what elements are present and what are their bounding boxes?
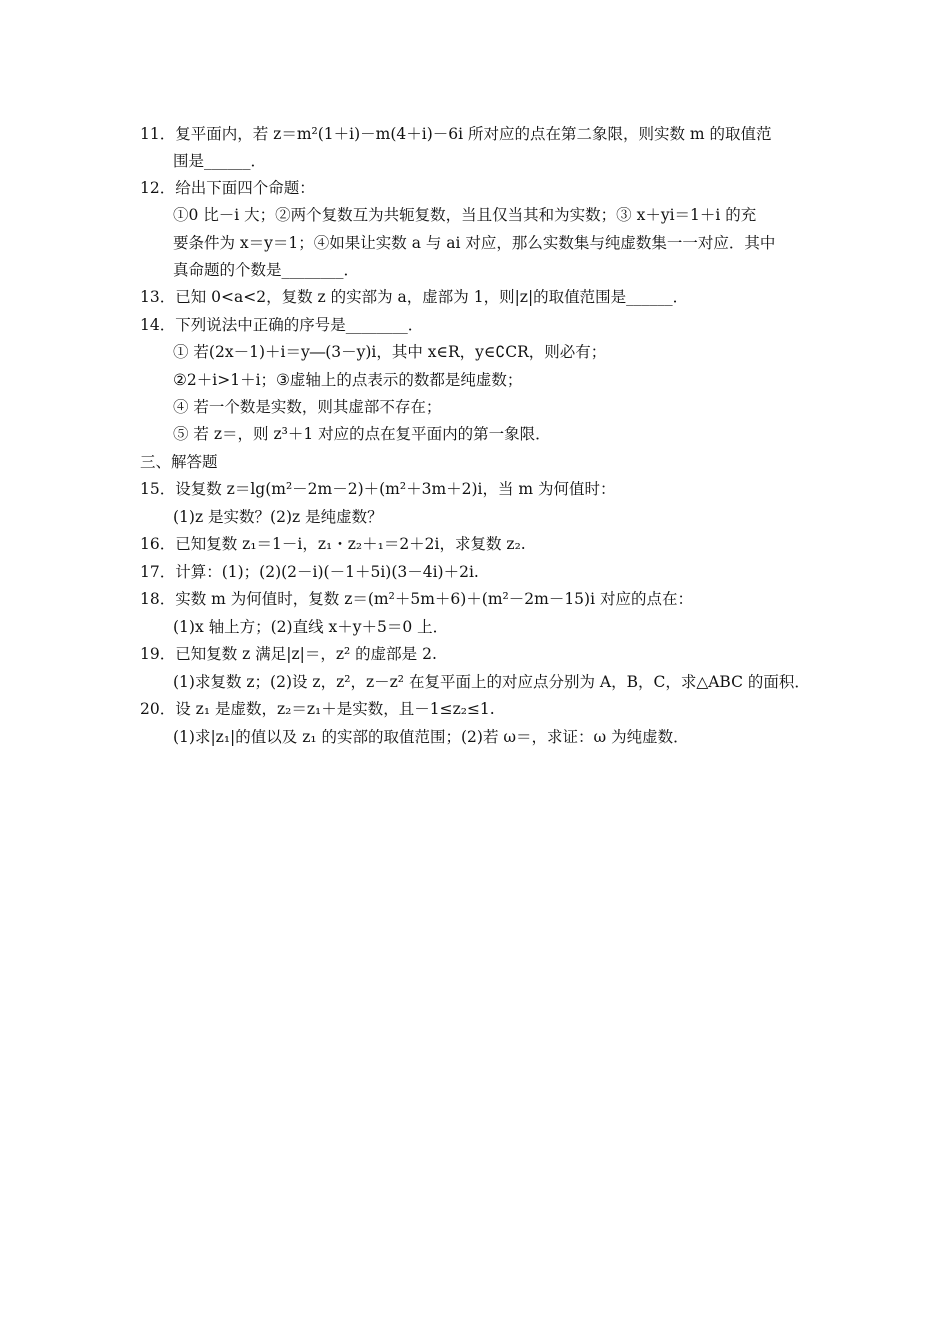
q17-line: 17．计算：(1)；(2)(2－i)(－1＋5i)(3－4i)＋2i. <box>140 563 479 581</box>
q15-line-1: 15．设复数 z＝lg(m²－2m－2)＋(m²＋3m＋2)i，当 m 为何值时： <box>140 480 616 498</box>
section-heading: 三、解答题 <box>140 453 218 471</box>
q20-line-2: (1)求|z₁|的值以及 z₁ 的实部的取值范围；(2)若 ω＝，求证：ω 为纯虚数． <box>173 728 689 746</box>
q14-line-4: ④ 若一个数是实数，则其虚部不存在； <box>173 398 442 416</box>
q11-line-2: 围是______． <box>173 152 267 170</box>
q14-line-2: ① 若(2x－1)＋i＝y―(3－y)i，其中 x∈R，y∈∁CR，则必有； <box>173 343 607 361</box>
q12-line-1: 12．给出下面四个命题： <box>140 179 315 197</box>
q16-line: 16．已知复数 z₁＝1－i，z₁・z₂＋₁＝2＋2i，求复数 z₂. <box>140 535 526 553</box>
q18-line-1: 18．实数 m 为何值时，复数 z＝(m²＋5m＋6)＋(m²－2m－15)i 对应的点在： <box>140 590 693 608</box>
q15-line-2: (1)z 是实数？(2)z 是纯虚数？ <box>173 508 383 526</box>
q19-line-2: (1)求复数 z；(2)设 z，z²，z－z² 在复平面上的对应点分别为 A，B，C，求△ABC 的面积． <box>173 673 810 691</box>
q11-line-1: 11．复平面内，若 z＝m²(1＋i)－m(4＋i)－6i 所对应的点在第二象限，则实数 m 的取值范 <box>140 125 772 143</box>
q12-line-3: 要条件为 x＝y＝1；④如果让实数 a 与 ai 对应，那么实数集与纯虚数集一一对应．其中 <box>173 234 776 252</box>
q14-line-1: 14．下列说法中正确的序号是________． <box>140 316 424 334</box>
q19-line-1: 19．已知复数 z 满足|z|＝，z² 的虚部是 2. <box>140 645 437 663</box>
q12-line-4: 真命题的个数是________． <box>173 261 360 279</box>
q20-line-1: 20．设 z₁ 是虚数，z₂＝z₁＋是实数，且－1≤z₂≤1. <box>140 700 495 718</box>
q14-line-5: ⑤ 若 z＝，则 z³＋1 对应的点在复平面内的第一象限． <box>173 425 551 443</box>
q13-line: 13．已知 0<a<2，复数 z 的实部为 a，虚部为 1，则|z|的取值范围是______． <box>140 288 689 306</box>
q18-line-2: (1)x 轴上方；(2)直线 x＋y＋5＝0 上． <box>173 618 449 636</box>
q12-line-2: ①0 比－i 大；②两个复数互为共轭复数，当且仅当其和为实数；③ x＋yi＝1＋i 的充 <box>173 206 757 224</box>
q14-line-3: ②2＋i>1＋i；③虚轴上的点表示的数都是纯虚数； <box>173 371 523 389</box>
